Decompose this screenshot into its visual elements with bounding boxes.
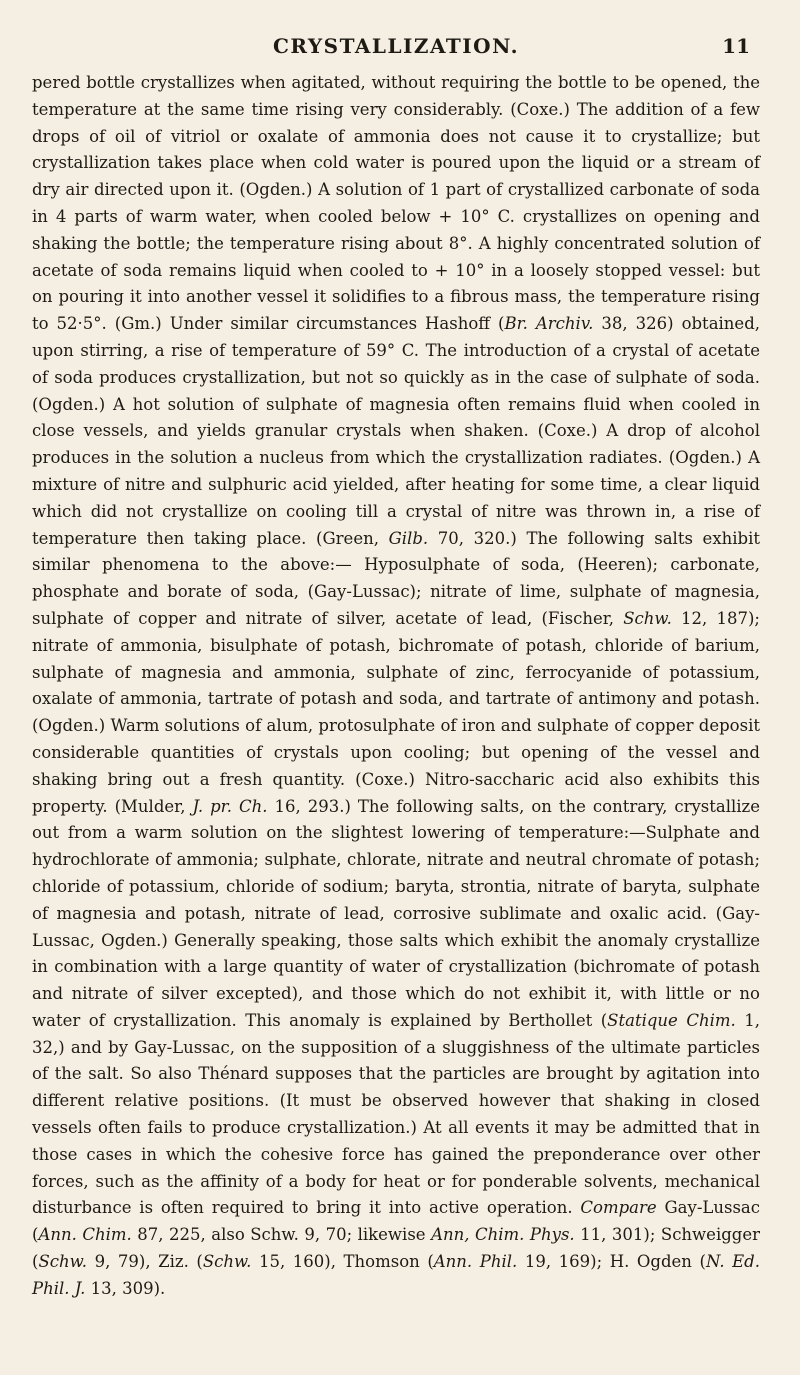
citation-italic: Gilb. [388,528,429,548]
text-run: 16, 293.) The following salts, on the contrary, crystallize out from a warm solution on the slightest lowering of temperature:—Sulphate and hydrochlorate of ammonia; sulphate, chlorate, nitrate and neutral chromate of potash; chloride of potassium, chloride of sodium; baryta, strontia, nitrate of baryta, sulphate of magnesia and potash, nitrate of lead, corrosive sublimate and oxalic acid. (Gay-Lussac, Ogden.) Generally speaking, those salts which exhibit the anomaly crystallize in combination with a large quantity of water of crystallization (bichromate of potash and nitrate of silver excepted), and those which do not exhibit it, with little or no water of crystallization. This anomaly is explained by Berthollet ( [32,796,760,1030]
citation-italic: Br. Archiv. [504,314,594,334]
citation-italic: Statique Chim. [607,1010,736,1030]
text-run: 11, 301); Schweigger ( [32,1225,760,1272]
citation-italic: Ann, Chim. Phys. [431,1225,575,1245]
running-head [32,34,760,62]
text-run: 19, 169); H. Ogden ( [517,1252,706,1272]
page-number: 11 [722,34,750,58]
text-run: 12, 187); nitrate of ammonia, bisulphate of potash, bichromate of potash, chloride of barium, sulphate of magnesia and ammonia, sulphate of zinc, ferrocyanide of potassium, oxalate of ammonia, tartrate of potash and soda, and tartrate of antimony and potash. (Ogden.) Warm solutions of alum, protosulphate of iron and sulphate of copper deposit considerable quantities of crystals upon cooling; but opening of the vessel and shaking bring out a fresh quantity. (Coxe.) Nitro-saccharic acid also exhibits this property. (Mulder, [32,608,760,816]
citation-italic: Schw. [38,1252,88,1272]
text-run: 13, 309). [85,1278,166,1298]
text-run: pered bottle crystallizes when agitated, without requiring the bottle to be opened, the temperature at the same time rising very considerably. (Coxe.) The addition of a few drops of oil of vitriol or oxalate of ammonia does not cause it to crystallize; but crystallization takes place when cold water is poured upon the liquid or a stream of dry air directed upon it. (Ogden.) A solution of 1 part of crystallized carbonate of soda in 4 parts of warm water, when cooled below + 10° C. crystallizes on opening and shaking the bottle; the temperature rising about 8°. A highly concentrated solution of acetate of soda remains liquid when cooled to + 10° in a loosely stopped vessel: but on pouring it into another vessel it solidifies to a fibrous mass, the temperature rising to 52·5°. (Gm.) Under similar circumstances Hashoff ( [32,73,760,334]
citation-italic: Ann. Phil. [433,1252,518,1272]
running-title: CRYSTALLIZATION. [272,34,520,58]
text-run: 87, 225, also Schw. 9, 70; likewise [131,1225,432,1245]
citation-italic: J. pr. Ch. [192,796,268,816]
text-run: 15, 160), Thomson ( [251,1252,434,1272]
text-run: 38, 326) obtained, upon stirring, a rise of temperature of 59° C. The introduction of a crystal of acetate of soda produces crystallization, but not so quickly as in the case of sulphate of soda. (Ogden.) A hot solution of sulphate of magnesia often remains fluid when cooled in close vessels, and yields granular crystals when shaken. (Coxe.) A drop of alcohol produces in the solution a nucleus from which the crystallization radiates. (Ogden.) A mixture of nitre and sulphuric acid yielded, after heating for some time, a clear liquid which did not crystallize on cooling till a crystal of nitre was thrown in, a rise of temperature then taking place. (Green, [32,314,761,548]
citation-italic: Schw. [623,608,672,628]
emphasis-italic: Compare [580,1198,657,1218]
text-run: 1, 32,) and by Gay-Lussac, on the supposition of a sluggishness of the ultimate particles of the salt. So also Thénard supposes that the particles are brought by agitation into different relative positions. (It must be observed however that shaking in closed vessels often fails to produce crystallization.) At all events it may be admitted that in those cases in which the cohesive force has gained the preponderance over other forces, such as the affinity of a body for heat or for ponderable solvents, mechanical disturbance is often required to bring it into active operation. [32,1010,761,1218]
text-run: 9, 79), Ziz. ( [87,1252,203,1272]
citation-italic: N. Ed. Phil. J. [32,1252,760,1298]
citation-italic: Ann. Chim. [38,1225,132,1245]
citation-italic: Schw. [202,1252,252,1272]
body-paragraph [32,70,760,1303]
text-run: 70, 320.) The following salts exhibit similar phenomena to the above:— Hyposulphate of soda, (Heeren); carbonate, phosphate and borate of soda, (Gay-Lussac); nitrate of lime, sulphate of magnesia, sulphate of copper and nitrate of silver, acetate of lead, (Fischer, [32,528,760,628]
text-run: Gay-Lussac ( [32,1198,760,1245]
